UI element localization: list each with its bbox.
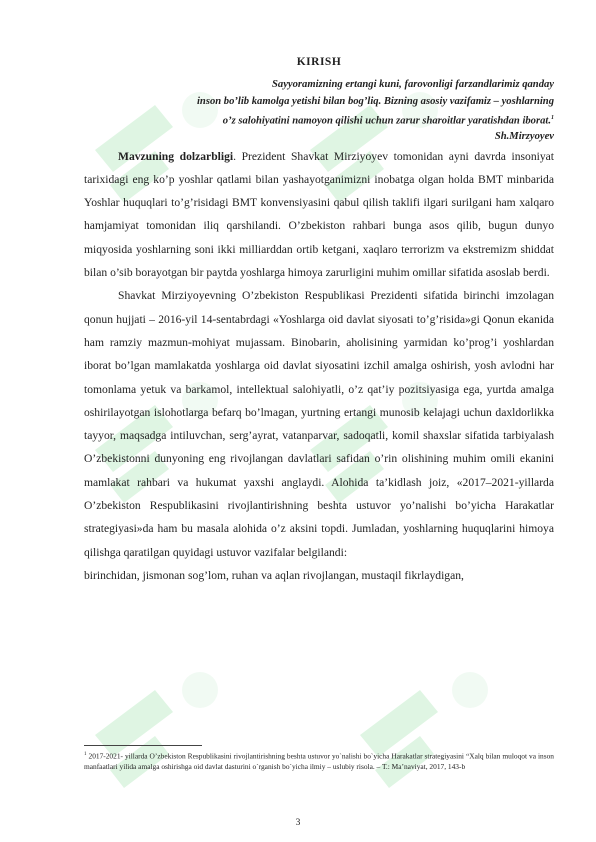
document-body (84, 56, 554, 587)
page-number: 3 (295, 818, 301, 828)
watermark-mark (95, 690, 173, 788)
paragraph-text: Shavkat Mirziyoyevning O’zbekiston Respublikasi Prezidenti sifatida birinchi imzolagan qonun hujjati – 2016-yil 14-sentabrdagi «Yoshlarga oid davlat siyosati to’g’risida»gi Qonun ekanida ham ramziy mazmun-mohiyat mujassam. Binobarin, aholisining yarmidan ko’prog’i yoshlardan iborat bo’lgan mamlakatda yoshlarga oid davlat siyosatini izchil amalga oshirish, yosh avlodni har tomonlama yetuk va barkamol, intellektual salohiyatli, o’z qat’iy pozitsiyasiga ega, yurtda amalga oshirilayotgan islohotlarga befarq bo’lmagan, yurtning ertangi munosib kelajagi uchun daxldorlikka tayyor, maqsadga intiluvchan, serg’ayrat, vatanparvar, sadoqatli, komil shaxslar sifatida tarbiyalash O’zbekistonni dunyoning eng rivojlangan davlatlari safidan o’rin olishining muhim omili ekanini mamlakat rahbari va hukumat yaxshi anglaydi. Alohida ta’kidlash joiz, «2017–2021-yillarda O’zbekiston Respublikasini rivojlantirishning beshta ustuvor yo’nalishi bo’yicha Harakatlar strategiyasi»da ham bu masala alohida o’z aksini topdi. Jumladan, yoshlarning huquqlarini himoya qilishga qaratilgan quyidagi ustuvor vazifalar belgilandi: (84, 289, 554, 559)
paragraph-text: birinchidan, jismonan sog’lom, ruhan va aqlan rivojlangan, mustaqil fikrlaydigan, (84, 568, 464, 582)
paragraph (84, 145, 554, 285)
footnote-mark: 1 (84, 752, 87, 757)
footnote-reference[interactable]: 1 (551, 115, 554, 121)
epigraph-line (84, 110, 554, 130)
epigraph-author: Sh.Mirzyoyev (494, 130, 554, 142)
paragraph-lead: Mavzuning dolzarbligi (118, 149, 234, 163)
epigraph-line: Sayyoramizning ertangi kuni, farovonligi farzandlarimiz qanday (272, 79, 554, 90)
section-title: KIRISH (296, 56, 342, 68)
footnote-text: 2017-2021- yillarda O’zbekiston Respublikasini rivojlantirishning beshta ustuvor yo`nalishi bo`yicha Harakatlar strategiyasini “Xalq bilan muloqot va inson manfaatlari yilida amalga oshirishga oid davlat dasturini o`rganish bo`yicha ilmiy – uslubiy risola. – T.: Ma’naviyat, 2017, 143-b (84, 751, 554, 771)
paragraph (84, 284, 554, 564)
footnote (84, 750, 554, 772)
watermark-mark (360, 690, 438, 788)
paragraph (84, 564, 554, 587)
epigraph-line: inson bo’lib kamolga yetishi bilan bog’liq. Bizning asosiy vazifamiz – yoshlarning (196, 96, 554, 107)
epigraph-text: o’z salohiyatini namoyon qilishi uchun zarur sharoitlar yaratishdan iborat. (222, 115, 551, 127)
paragraph-text: . Prezident Shavkat Mirziyoyev tomonidan ayni davrda insoniyat tarixidagi eng ko’p yoshlar qatlami bilan yashayotganimizni inobatga olgan holda BMT minbarida Yoshlar huquqlari to’g’risidagi BMT konvensiyasini qabul qilish taklifi ilgari surilgani ham xalqaro hamjamiyat tomonidan iliq qarshilandi. O’zbekiston rahbari bunga asos qilib, bugun dunyo miqyosida yoshlarning soni ikki milliarddan ortib ketgani, xaqlaro terrorizm va ekstremizm shiddat bilan o’sib borayotgan bir paytda yoshlarga himoya zarurligini muhim omillar sifatida asoslab berdi. (84, 149, 555, 280)
footnote-divider (84, 745, 202, 746)
